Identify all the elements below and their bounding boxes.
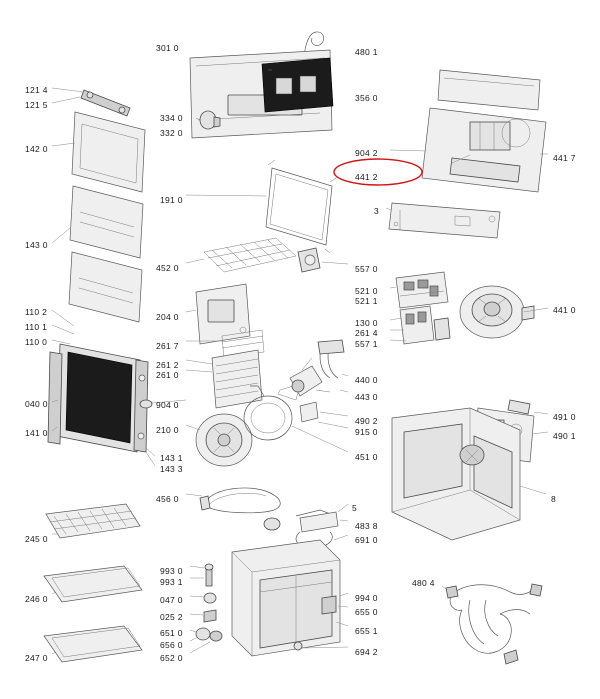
part-456-0-grill-element xyxy=(186,488,280,513)
part-191-0-door-seal xyxy=(186,160,336,253)
part-356-0-display-board xyxy=(262,58,333,112)
part-label: 143 0 xyxy=(25,240,48,250)
part-452-0-wire-shelf xyxy=(186,238,296,272)
part-label: 5 xyxy=(352,503,358,513)
part-label: 261 4 xyxy=(355,328,378,338)
part-441-0-fan-motor xyxy=(460,286,548,338)
part-oven-muffle xyxy=(232,540,348,656)
part-label: 691 0 xyxy=(355,535,378,545)
part-label: 490 2 xyxy=(355,416,378,426)
part-label: 490 1 xyxy=(553,431,576,441)
part-label: 8 xyxy=(551,494,557,504)
part-121-hinges xyxy=(52,88,130,116)
part-label: 025 2 xyxy=(160,612,183,622)
part-label: 246 0 xyxy=(25,594,48,604)
part-label: 245 0 xyxy=(25,534,48,544)
part-label: 143 1 xyxy=(160,453,183,463)
part-label: 334 0 xyxy=(160,113,183,123)
part-label: 652 0 xyxy=(160,653,183,663)
part-245-0-wire-tray xyxy=(46,504,140,538)
part-label: 204 0 xyxy=(156,312,179,322)
part-label: 656 0 xyxy=(160,640,183,650)
part-110-door-assembly xyxy=(48,310,155,466)
part-label: 110 1 xyxy=(25,322,48,332)
part-label: 480 4 xyxy=(412,578,435,588)
part-143-0-inner-glass xyxy=(52,186,143,322)
part-label: 141 0 xyxy=(25,428,48,438)
part-label: 452 0 xyxy=(156,263,179,273)
part-label: 651 0 xyxy=(160,628,183,638)
part-label: 130 0 xyxy=(355,318,378,328)
part-204-0-back-plate xyxy=(186,284,250,344)
part-label: 521 0 xyxy=(355,286,378,296)
part-label: 261 0 xyxy=(156,370,179,380)
part-443-0-fan-blade xyxy=(278,358,330,400)
part-label: 332 0 xyxy=(160,128,183,138)
part-label: 040 0 xyxy=(25,399,48,409)
part-label: 110 2 xyxy=(25,307,48,317)
part-441-7-top-cover xyxy=(422,70,548,192)
part-label: 480 1 xyxy=(355,47,378,57)
part-label: 993 0 xyxy=(160,566,183,576)
part-247-0-deep-tray xyxy=(44,626,142,662)
part-label: 491 0 xyxy=(553,412,576,422)
part-label: 356 0 xyxy=(355,93,378,103)
part-label: 301 0 xyxy=(156,43,179,53)
part-label: 261 2 xyxy=(156,360,179,370)
part-521-pcb xyxy=(390,272,448,308)
part-label: 655 1 xyxy=(355,626,378,636)
part-332-0-knob-shaft xyxy=(214,117,220,127)
part-fasteners-left xyxy=(190,564,222,653)
part-label: 121 5 xyxy=(25,100,48,110)
part-label: 483 8 xyxy=(355,521,378,531)
part-label: 915 0 xyxy=(355,427,378,437)
part-246-0-baking-tray xyxy=(44,566,142,602)
part-label: 210 0 xyxy=(156,425,179,435)
part-210-0-fan-cover xyxy=(186,414,252,466)
part-label: 456 0 xyxy=(156,494,179,504)
part-261-grill xyxy=(186,330,264,408)
part-label: 557 1 xyxy=(355,339,378,349)
part-3-bracket xyxy=(386,203,500,238)
part-label: 143 3 xyxy=(160,464,183,474)
part-label: 694 2 xyxy=(355,647,378,657)
highlight-441-2 xyxy=(334,159,422,185)
part-label: 441 0 xyxy=(553,305,576,315)
part-label: 3 xyxy=(374,206,380,216)
part-label: 904 2 xyxy=(355,148,378,158)
part-142-0-door-glass xyxy=(52,112,145,192)
part-label: 191 0 xyxy=(160,195,183,205)
part-label: 142 0 xyxy=(25,144,48,154)
part-130-0-heater-group xyxy=(390,306,450,344)
part-480-4-wiring-harness xyxy=(442,584,542,664)
part-label: 247 0 xyxy=(25,653,48,663)
part-label: 441 7 xyxy=(553,153,576,163)
part-label: 110 0 xyxy=(25,337,48,347)
part-490-2-bracket xyxy=(300,402,348,428)
part-440-0-ring-heater xyxy=(318,340,348,392)
part-label: 261 7 xyxy=(156,341,179,351)
part-label-highlighted: 441 2 xyxy=(355,172,378,182)
part-label: 121 4 xyxy=(25,85,48,95)
part-label: 521 1 xyxy=(355,296,378,306)
part-label: 993 1 xyxy=(160,577,183,587)
part-label: 655 0 xyxy=(355,607,378,617)
part-label: 557 0 xyxy=(355,264,378,274)
part-label: 904 0 xyxy=(156,400,179,410)
part-label: 451 0 xyxy=(355,452,378,462)
part-label: 440 0 xyxy=(355,375,378,385)
part-label: 047 0 xyxy=(160,595,183,605)
part-label: 994 0 xyxy=(355,593,378,603)
part-557-0-lamp xyxy=(298,248,348,272)
part-label: 443 0 xyxy=(355,392,378,402)
